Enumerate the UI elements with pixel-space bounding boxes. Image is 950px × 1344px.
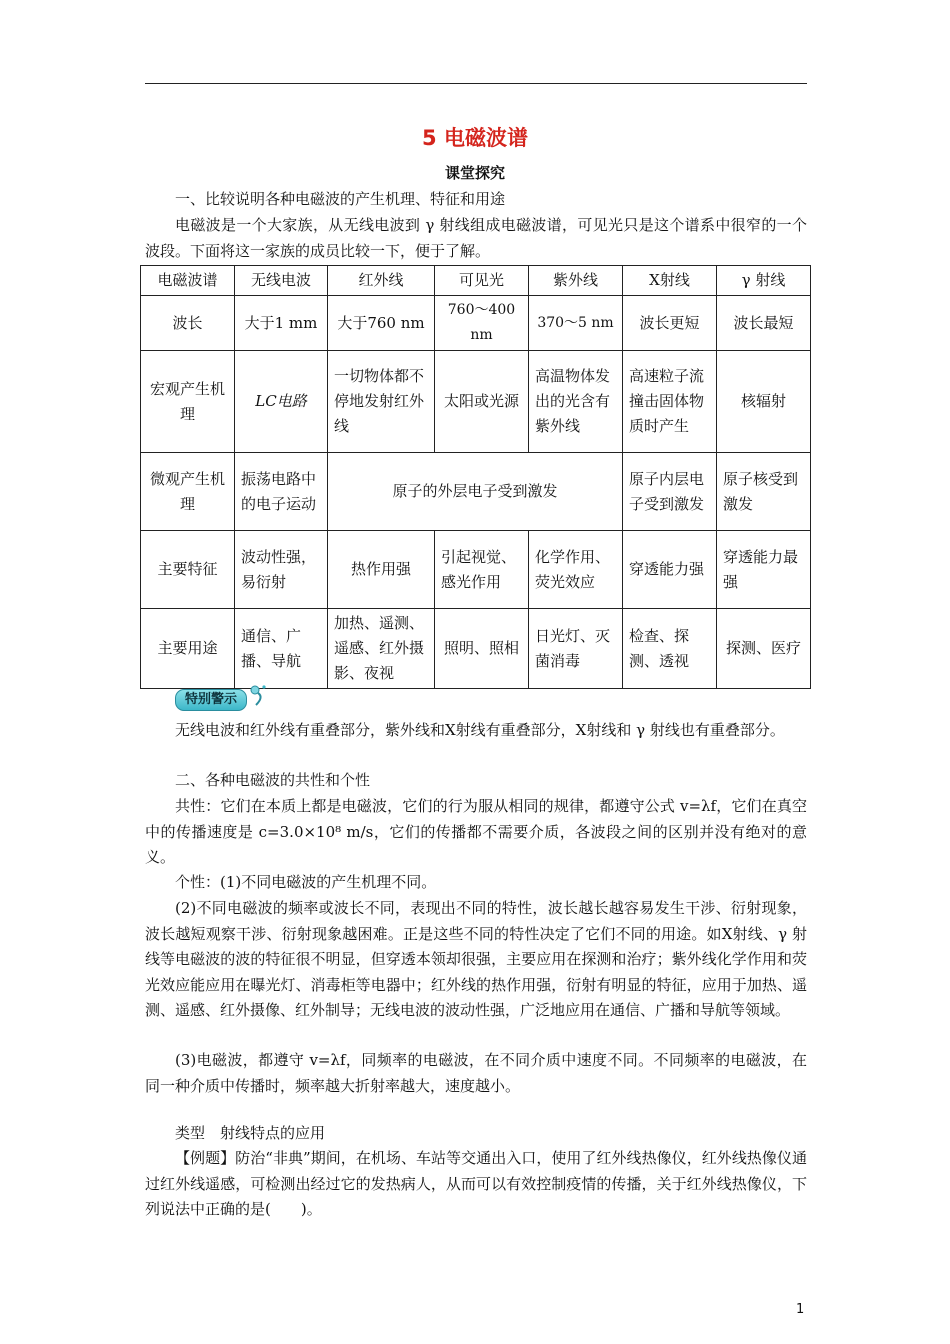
table-cell: 大于1 mm (235, 296, 328, 351)
section1-intro: 电磁波是一个大家族，从无线电波到 γ 射线组成电磁波谱，可见光只是这个谱系中很窄的一个波段。下面将这一家族的成员比较一下，便于了解。 (145, 216, 807, 260)
table-cell: 波长更短 (623, 296, 717, 351)
table-cell: X射线 (623, 266, 717, 296)
table-cell: 波动性强，易衍射 (235, 531, 328, 609)
table-cell: 引起视觉、感光作用 (435, 531, 529, 609)
table-cell: 加热、遥测、遥感、红外摄影、夜视 (328, 609, 435, 689)
table-cell: 热作用强 (328, 531, 435, 609)
table-cell: 电磁波谱 (141, 266, 235, 296)
table-cell: 核辐射 (717, 351, 811, 453)
table-cell: 波长最短 (717, 296, 811, 351)
table-cell: 可见光 (435, 266, 529, 296)
table-cell: 穿透能力强 (623, 531, 717, 609)
table-cell: γ 射线 (717, 266, 811, 296)
individuality-3: (3)电磁波，都遵守 v=λf，同频率的电磁波，在不同介质中速度不同。不同频率的电磁波，在同一种介质中传播时，频率越大折射率越大，速度越小。 (145, 1051, 807, 1095)
table-cell: 大于760 nm (328, 296, 435, 351)
table-cell: 原子核受到激发 (717, 453, 811, 531)
table-cell: 探测、医疗 (717, 609, 811, 689)
table-cell: 主要特征 (141, 531, 235, 609)
table-row-micro (141, 453, 811, 531)
table-row-wavelength (141, 296, 811, 351)
table-row-usage (141, 609, 811, 689)
table-cell: 原子内层电子受到激发 (623, 453, 717, 531)
header-rule (145, 83, 807, 84)
table-cell: 370～5 nm (529, 296, 623, 351)
individuality-1: 个性：(1)不同电磁波的产生机理不同。 (175, 873, 437, 891)
special-tip-badge: 特别警示 (175, 689, 247, 711)
type-heading: 类型 射线特点的应用 (175, 1124, 326, 1142)
commonality-paragraph: 共性：它们在本质上都是电磁波，它们的行为服从相同的规律，都遵守公式 v=λf，它们在真空中的传播速度是 c=3.0×10⁸ m/s，它们的传播都不需要介质，各波段之间的区别并没有绝对的意义。 (145, 797, 807, 866)
table-cell: 宏观产生机理 (141, 351, 235, 453)
table-header-row (141, 266, 811, 296)
table-row-macro (141, 351, 811, 453)
table-cell: 化学作用、荧光效应 (529, 531, 623, 609)
section-subtitle: 课堂探究 (444, 164, 505, 182)
special-tip-text: 无线电波和红外线有重叠部分，紫外线和X射线有重叠部分，X射线和 γ 射线也有重叠部分。 (175, 721, 785, 739)
table-cell: 太阳或光源 (435, 351, 529, 453)
table-cell: 红外线 (328, 266, 435, 296)
table-cell: 一切物体都不停地发射红外线 (328, 351, 435, 453)
table-cell: 通信、广播、导航 (235, 609, 328, 689)
table-cell: 无线电波 (235, 266, 328, 296)
table-cell: 穿透能力最强 (717, 531, 811, 609)
table-cell: 紫外线 (529, 266, 623, 296)
section1-heading: 一、比较说明各种电磁波的产生机理、特征和用途 (175, 190, 506, 208)
table-row-feature (141, 531, 811, 609)
table-cell: 检查、探测、透视 (623, 609, 717, 689)
table-cell: 照明、照相 (435, 609, 529, 689)
table-cell: 高速粒子流撞击固体物质时产生 (623, 351, 717, 453)
table-cell: 高温物体发出的光含有紫外线 (529, 351, 623, 453)
example-question: 【例题】防治“非典”期间，在机场、车站等交通出入口，使用了红外线热像仪，红外线热像仪通过红外线遥感，可检测出经过它的发热病人，从而可以有效控制疫情的传播，关于红外线热像仪，下列说法中正确的是( )。 (145, 1149, 807, 1218)
table-cell: 微观产生机理 (141, 453, 235, 531)
sparkle-icon (246, 683, 268, 707)
table-cell: 原子的外层电子受到激发 (328, 453, 623, 531)
table-cell: LC电路 (235, 351, 328, 453)
page-title: 5 电磁波谱 (422, 126, 528, 150)
table-cell: 日光灯、灭菌消毒 (529, 609, 623, 689)
section2-heading: 二、各种电磁波的共性和个性 (175, 771, 371, 789)
spectrum-table (140, 265, 811, 689)
table-cell: 主要用途 (141, 609, 235, 689)
table-cell: 760～400 nm (435, 296, 529, 351)
individuality-2: (2)不同电磁波的频率或波长不同，表现出不同的特性，波长越长越容易发生干涉、衍射现象，波长越短观察干涉、衍射现象越困难。正是这些不同的特性决定了它们不同的用途。如X射线、γ 射线等电磁波的波的特征很不明显，但穿透本领却很强，主要应用在探测和治疗；紫外线化学作用和荧光效应能应用在曝光灯、消毒柜等电器中；红外线的热作用强，衍射有明显的特征，应用于加热、遥测、遥感、红外摄像、红外制导；无线电波的波动性强，广泛地应用在通信、广播和导航等领域。 (145, 899, 807, 1019)
table-cell: 波长 (141, 296, 235, 351)
page-number: 1 (796, 1302, 805, 1317)
table-cell: 振荡电路中的电子运动 (235, 453, 328, 531)
